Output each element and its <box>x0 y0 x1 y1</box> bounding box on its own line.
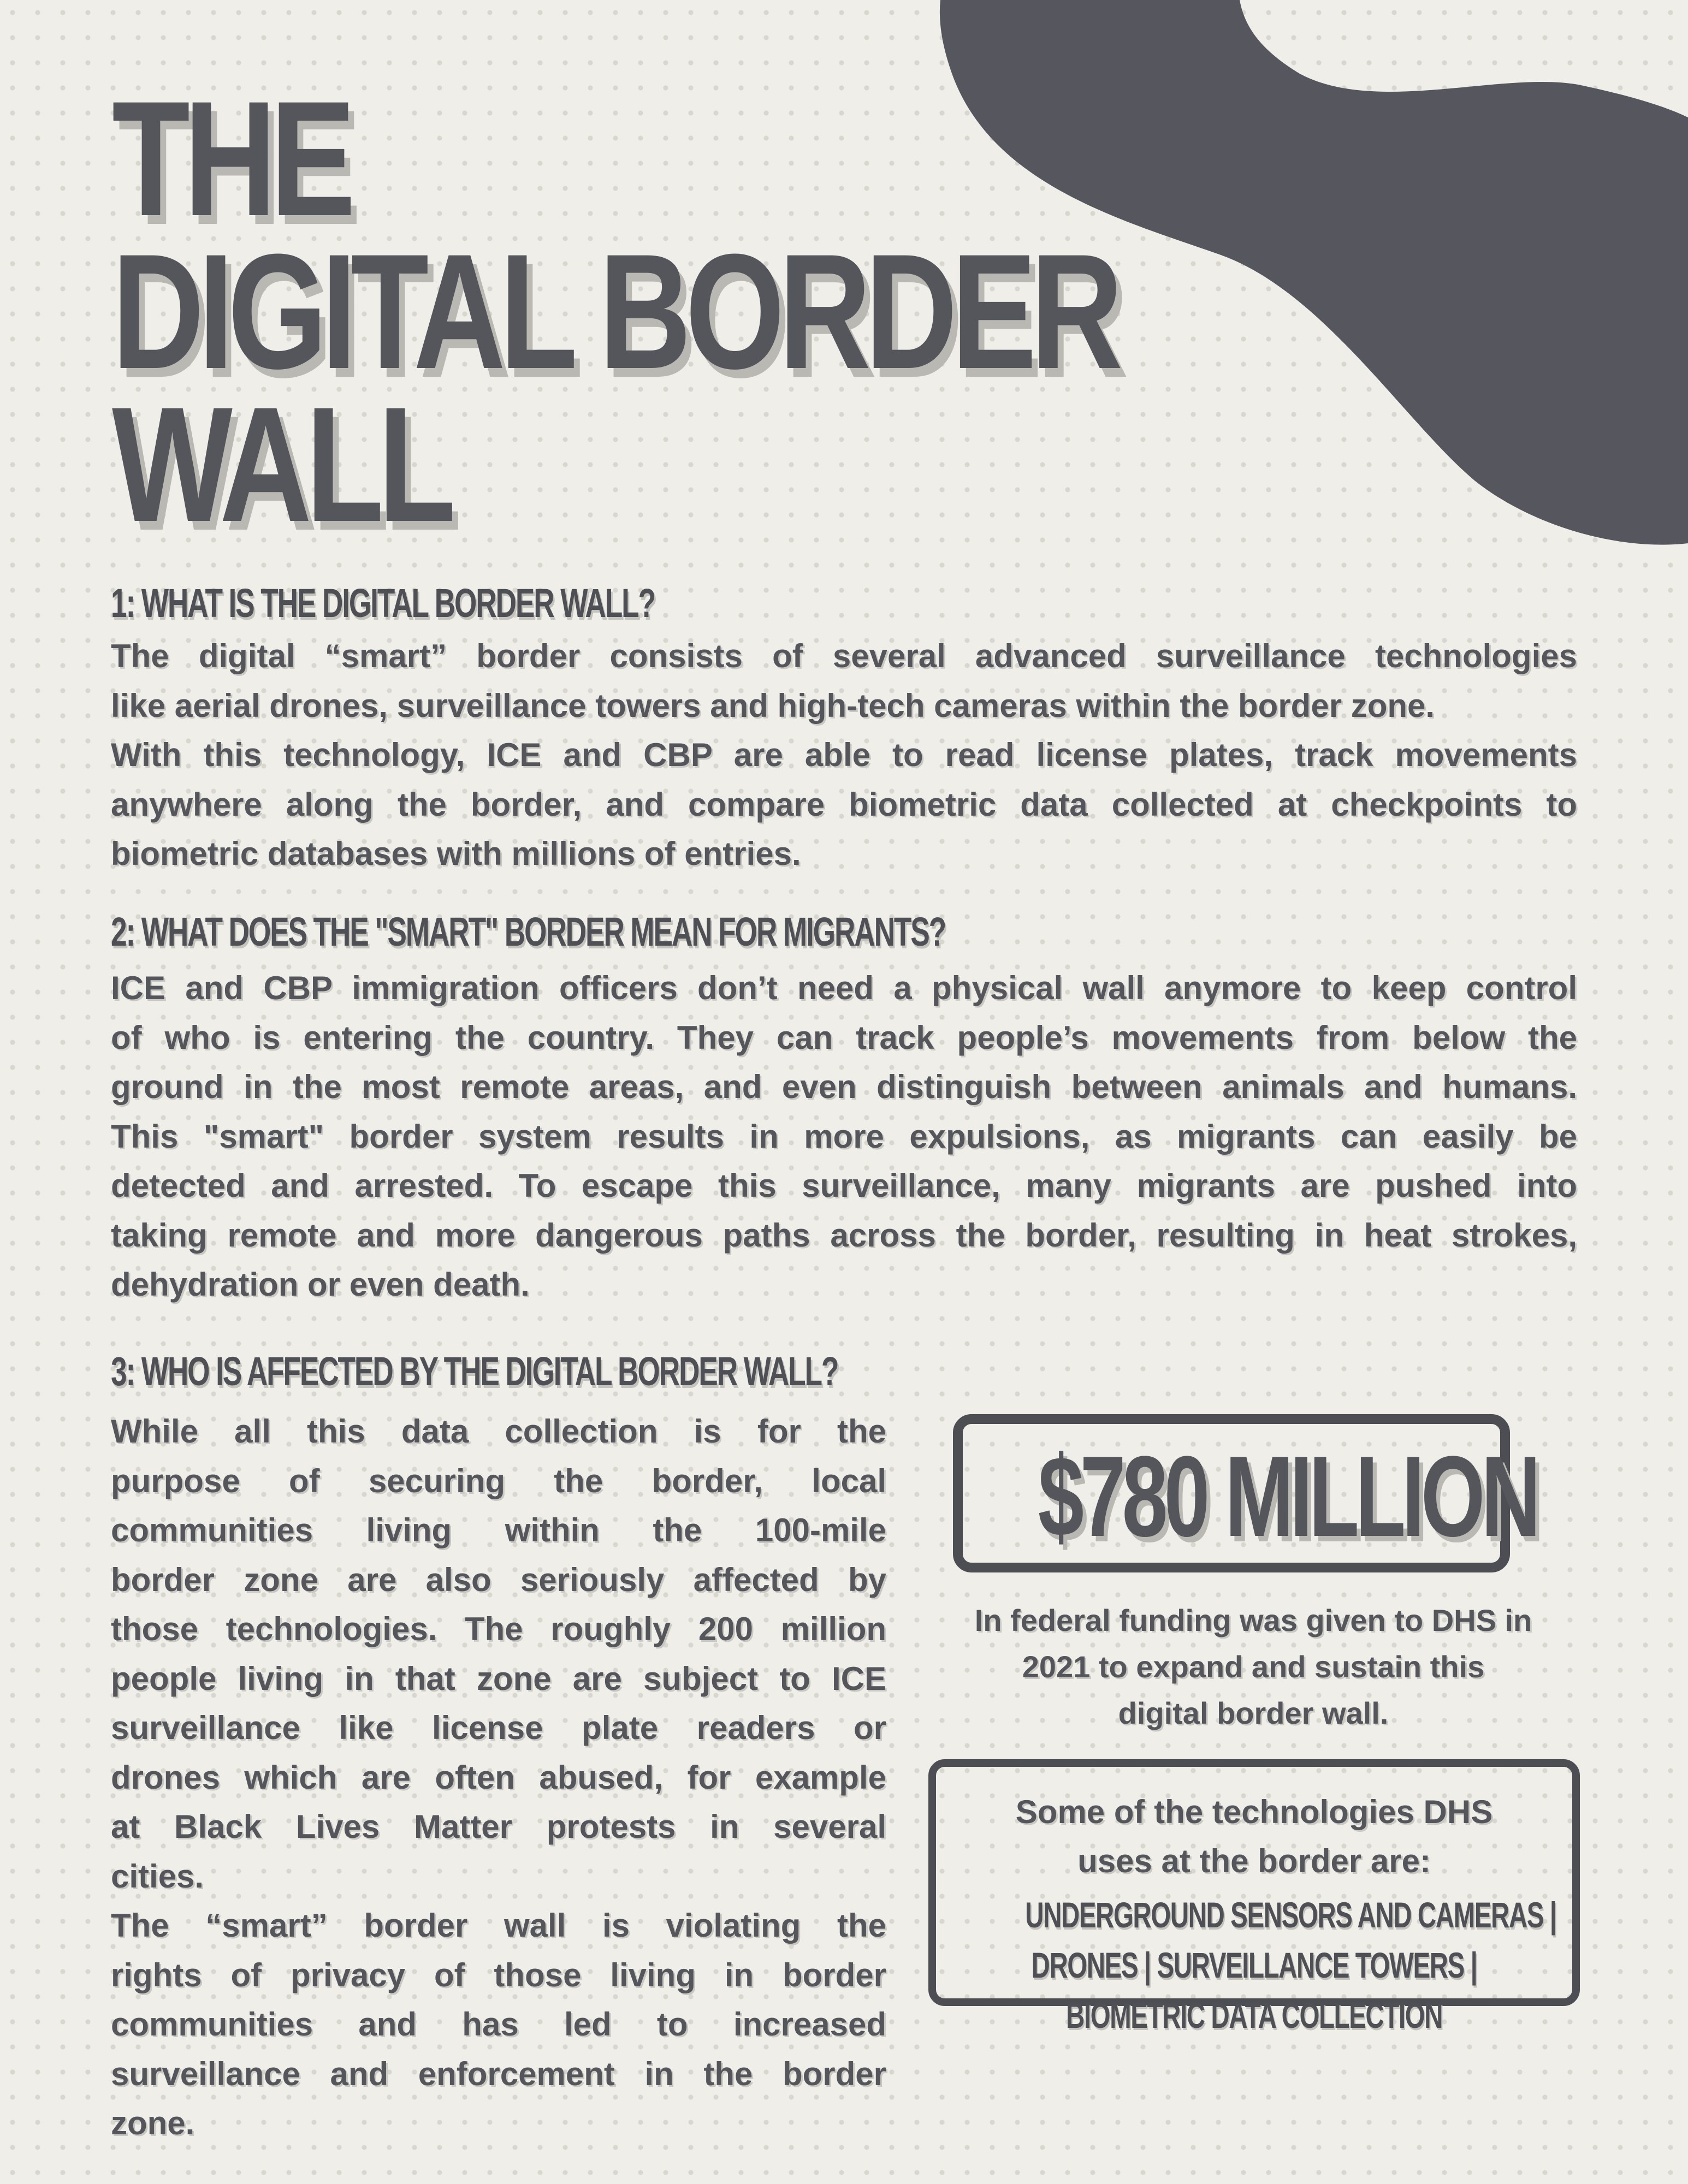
body-line: This "smart" border system results in more expulsions, as migrants can easily be <box>111 1118 1577 1155</box>
intro-line: Some of the technologies DHS <box>1015 1794 1493 1830</box>
technologies-box <box>928 1759 1580 2035</box>
body-line: like aerial drones, surveillance towers and high-tech cameras within the border zone. <box>111 687 1435 724</box>
funding-stat-box <box>953 1414 1537 1572</box>
title-line: WALL <box>112 372 451 556</box>
body-line: at Black Lives Matter protests in several <box>111 1808 886 1845</box>
section-3-heading: 3: WHO IS AFFECTED BY THE DIGITAL BORDER WALL? <box>111 1349 838 1394</box>
body-line: With this technology, ICE and CBP are able to read license plates, track movements <box>111 737 1577 773</box>
section-3-body <box>111 1407 886 2149</box>
body-line: ground in the most remote areas, and even distinguish between animals and humans. <box>111 1069 1577 1105</box>
body-line: zone. <box>111 2105 195 2141</box>
body-line: The “smart” border wall is violating the <box>111 1907 886 1944</box>
body-line: those technologies. The roughly 200 million <box>111 1611 886 1647</box>
body-line: While all this data collection is for the <box>111 1413 886 1450</box>
caption-line: 2021 to expand and sustain this <box>1022 1649 1485 1684</box>
body-line: taking remote and more dangerous paths across the border, resulting in heat strokes, <box>111 1216 1577 1254</box>
body-line: rights of privacy of those living in border <box>111 1956 886 1993</box>
title-line: DIGITAL BORDER <box>112 219 1117 403</box>
intro-line: uses at the border are: <box>1077 1843 1431 1879</box>
body-line: ICE and CBP immigration officers don’t need a physical wall anymore to keep control <box>111 970 1577 1006</box>
page-title <box>112 67 1117 556</box>
funding-amount: $780 MILLION <box>1038 1432 1537 1560</box>
body-line: cities. <box>111 1857 204 1895</box>
body-line: border zone are also seriously affected by <box>111 1561 886 1598</box>
body-line: dehydration or even death. <box>111 1266 530 1303</box>
caption-line: In federal funding was given to DHS in <box>974 1603 1532 1637</box>
body-line: The digital “smart” border consists of several advanced surveillance technologies <box>111 638 1577 674</box>
section-2-body <box>111 964 1577 1310</box>
body-line: anywhere along the border, and compare biometric data collected at checkpoints to <box>111 786 1577 823</box>
title-line: THE <box>112 67 350 250</box>
body-line: drones which are often abused, for example <box>111 1759 886 1796</box>
body-line: surveillance like license plate readers or <box>111 1710 886 1746</box>
body-line: biometric databases with millions of entries. <box>111 835 801 872</box>
technology-list-line: UNDERGROUND SENSORS AND CAMERAS | <box>1025 1895 1556 1935</box>
body-line: detected and arrested. To escape this surveillance, many migrants are pushed into <box>111 1167 1577 1204</box>
body-line: of who is entering the country. They can track people’s movements from below the <box>111 1019 1577 1056</box>
technology-list-line: DRONES | SURVEILLANCE TOWERS | <box>1031 1945 1477 1985</box>
body-line: surveillance and enforcement in the border <box>111 2055 886 2092</box>
technologies-intro <box>936 1788 1572 1886</box>
body-line: people living in that zone are subject to ICE <box>111 1660 886 1697</box>
body-line: communities and has led to increased <box>111 2006 886 2043</box>
section-1-heading: 1: WHAT IS THE DIGITAL BORDER WALL? <box>111 580 655 626</box>
technologies-list <box>936 1890 1572 2040</box>
technology-list-line: BIOMETRIC DATA COLLECTION <box>1065 1995 1443 2035</box>
section-1-body <box>111 632 1577 879</box>
caption-line: digital border wall. <box>1118 1696 1389 1730</box>
section-2-heading: 2: WHAT DOES THE "SMART" BORDER MEAN FOR MIGRANTS? <box>111 909 946 954</box>
funding-caption <box>923 1597 1584 1736</box>
body-line: purpose of securing the border, local <box>111 1462 886 1499</box>
body-line: communities living within the 100-mile <box>111 1512 886 1548</box>
